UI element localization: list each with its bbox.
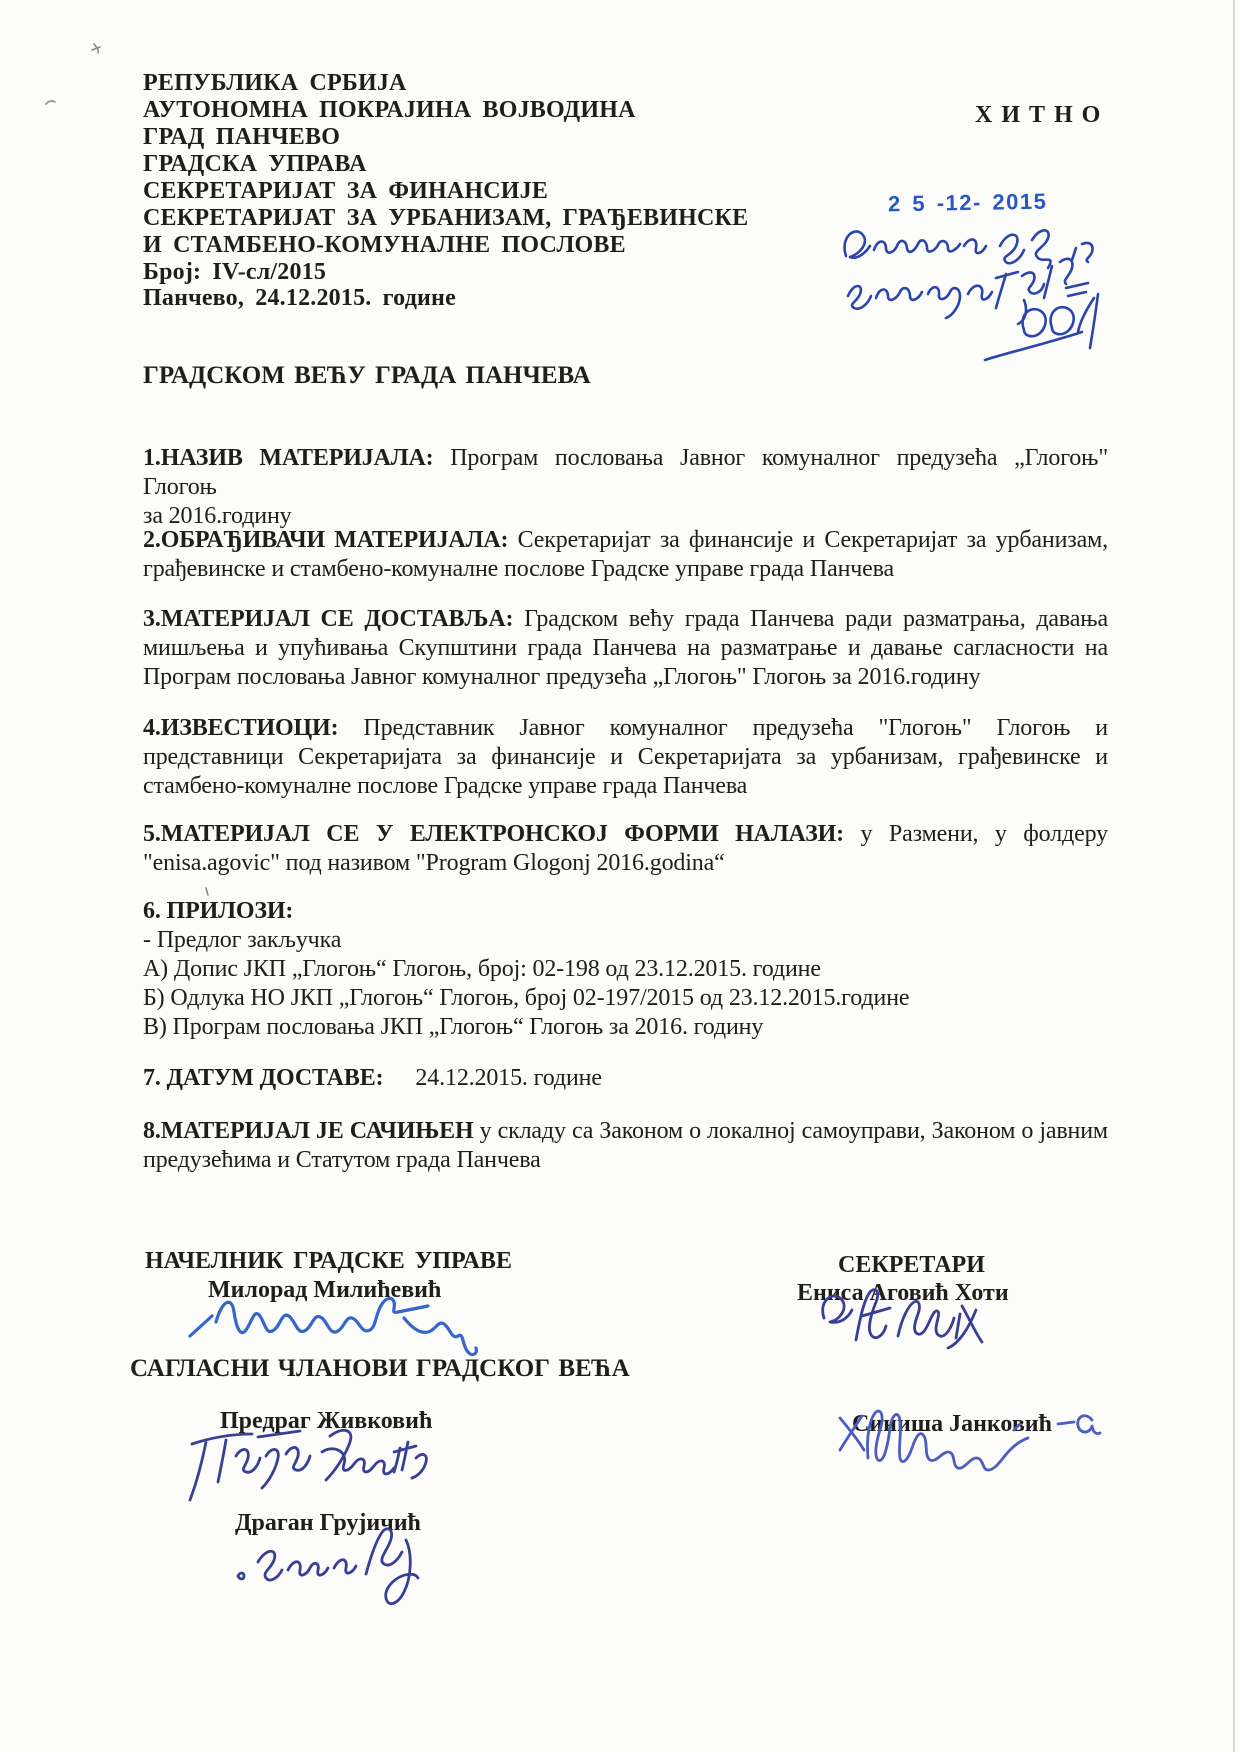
paragraph-3-text: Градском већу града Панчева ради разматрања, давања (513, 606, 1108, 632)
handwritten-suffix-a (1058, 1416, 1100, 1434)
scan-edge-line (1233, 0, 1235, 1752)
attachment-item-b-odluka: Б) Одлука НО ЈКП „Глогоњ“ Глогоњ, број 02-197/2015 од 23.12.2015.године (143, 985, 910, 1011)
letterhead-line-secretariat-urbanism: СЕКРЕТАРИЈАТ ЗА УРБАНИЗАМ, ГРАЂЕВИНСКЕ (143, 205, 749, 231)
paragraph-3-text-line3: Програм пословања Јавног комуналног предузећа „Глогоњ" Глогоњ за 2016.годину (143, 664, 981, 690)
letterhead-line-secretariat-finance: СЕКРЕТАРИЈАТ ЗА ФИНАНСИЈЕ (143, 178, 549, 204)
paragraph-2-heading: 2.ОБРАЂИВАЧИ МАТЕРИЈАЛА: (143, 527, 509, 553)
council-members-heading: САГЛАСНИ ЧЛАНОВИ ГРАДСКОГ ВЕЋА (130, 1355, 630, 1382)
paragraph-4-text-line2: представници Секретаријата за финансије и Секретаријата за урбанизам, грађевинске и (143, 744, 1108, 770)
paragraph-8-heading: 8.МАТЕРИЈАЛ ЈЕ САЧИЊЕН (143, 1118, 474, 1144)
attachment-item-proposal: - Предлог закључка (143, 927, 342, 953)
paragraph-4-text: Представник Јавног комуналног предузећа "Глогоњ" Глогоњ и (338, 715, 1108, 741)
paragraph-4-text-line3: стамбено-комуналне послове Градске управе града Панчева (143, 773, 748, 799)
urgent-label: ХИТНО (975, 102, 1110, 128)
council-member-1-name: Предраг Живковић (220, 1408, 433, 1434)
paragraph-2-text-line2: грађевинске и стамбено-комуналне послове Градске управе града Панчева (143, 556, 895, 582)
addressee-line: ГРАДСКОМ ВЕЋУ ГРАДА ПАНЧЕВА (143, 362, 591, 389)
signature-predrag-zivkovic (190, 1430, 426, 1500)
paragraph-5-elektronska-forma (143, 820, 1108, 878)
paragraph-6-heading: 6. ПРИЛОЗИ: (143, 898, 294, 924)
letterhead-line-republic: РЕПУБЛИКА СРБИЈА (143, 70, 407, 96)
paragraph-4-heading: 4.ИЗВЕСТИОЦИ: (143, 715, 339, 741)
handwritten-note-line2 (848, 243, 1093, 324)
signature-milorad-milicevic (190, 1298, 476, 1354)
council-member-2-name: Синиша Јанковић (852, 1411, 1052, 1437)
letterhead-line-province: АУТОНОМНА ПОКРАЈИНА ВОЈВОДИНА (143, 97, 636, 123)
letterhead-place-date: Панчево, 24.12.2015. године (143, 285, 456, 311)
signature-dragan-grujicic (238, 1529, 418, 1604)
paragraph-2-obradjivaci (143, 526, 1108, 584)
scan-artifact-dot-prilozi (206, 888, 208, 895)
paragraph-7-datum-dostave (143, 1064, 1108, 1093)
paragraph-1-text-line2: за 2016.годину (143, 503, 292, 529)
handwritten-note-line1 (845, 230, 1051, 268)
secretaries-title: СЕКРЕТАРИ (838, 1252, 985, 1278)
attachment-item-v-program: В) Програм пословања ЈКП „Глогоњ“ Глогоњ за 2016. годину (143, 1014, 764, 1040)
letterhead-line-administration: ГРАДСКА УПРАВА (143, 151, 367, 177)
paragraph-6-prilozi (143, 897, 1108, 1042)
handwritten-note-line3 (985, 294, 1098, 360)
paragraph-2-text: Секретаријат за финансије и Секретаријат за урбанизам, (508, 527, 1108, 553)
secretary-name: Ениса Аговић Хоти (797, 1280, 1009, 1306)
paragraph-8-text-line2: предузећима и Статутом града Панчева (143, 1147, 541, 1173)
delivery-date-value: 24.12.2015. године (415, 1065, 602, 1091)
paragraph-1-text: Програм пословања Јавног комуналног предузећа „Глогоњ" Глогоњ (143, 445, 1108, 500)
paragraph-3-text-line2: мишљења и упућивања Скупштини града Панчева на разматрање и давање сагласности на (143, 635, 1108, 661)
attachment-item-a-dopis: А) Допис ЈКП „Глогоњ“ Глогоњ, број: 02-198 од 23.12.2015. године (143, 956, 821, 982)
letterhead-line-secretariat-urbanism-2: И СТАМБЕНО-КОМУНАЛНЕ ПОСЛОВЕ (143, 232, 626, 258)
letterhead-case-number: Број: IV-сл/2015 (143, 259, 327, 285)
paragraph-1-heading: 1.НАЗИВ МАТЕРИЈАЛА: (143, 445, 434, 471)
received-date-stamp: 2 5 -12- 2015 (887, 188, 1048, 217)
paragraph-1-naziv-materijala (143, 444, 1108, 531)
paragraph-5-text: у Размени, у фолдеру (844, 821, 1108, 847)
scan-artifact-speck-left (46, 101, 55, 104)
council-member-3-name: Драган Грујичић (235, 1510, 421, 1536)
paragraph-7-heading: 7. ДАТУМ ДОСТАВЕ: (143, 1065, 384, 1091)
letterhead-line-city: ГРАД ПАНЧЕВО (143, 124, 341, 150)
paragraph-4-izvestioci (143, 714, 1108, 801)
paragraph-8-materijal-je-sacinjen (143, 1117, 1108, 1175)
paragraph-3-materijal-se-dostavlja (143, 605, 1108, 692)
scan-artifact-speck-top (92, 44, 100, 53)
paragraph-8-text: у складу са Законом о локалној самоуправи, Законом о јавним (473, 1118, 1108, 1144)
paragraph-5-text-line2: "enisa.agovic" под називом "Program Glogonj 2016.godina“ (143, 850, 725, 876)
paragraph-3-heading: 3.МАТЕРИЈАЛ СЕ ДОСТАВЉА: (143, 606, 514, 632)
paragraph-5-heading: 5.МАТЕРИЈАЛ СЕ У ЕЛЕКТРОНСКОЈ ФОРМИ НАЛАЗИ: (143, 821, 845, 847)
chief-name: Милорад Милићевић (208, 1277, 442, 1303)
chief-title: НАЧЕЛНИК ГРАДСКЕ УПРАВЕ (145, 1248, 512, 1274)
